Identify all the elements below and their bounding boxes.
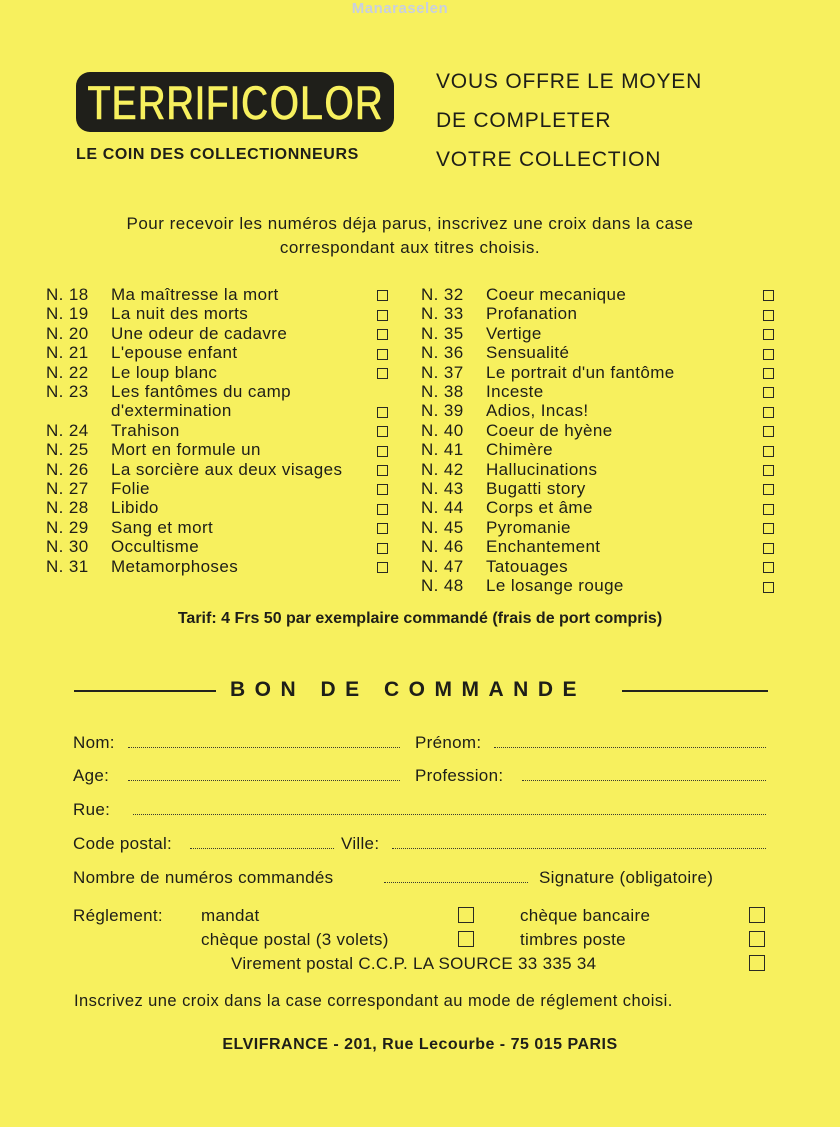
issue-number: N. 42: [421, 459, 464, 479]
code-postal-label: Code postal:: [73, 834, 173, 853]
tarif-text: Tarif: 4 Frs 50 par exemplaire commandé (frais de port compris): [177, 610, 663, 627]
issue-checkbox[interactable]: [763, 523, 774, 534]
logo-text: TERRIFICOLOR: [87, 75, 383, 131]
issue-checkbox[interactable]: [763, 582, 774, 593]
issue-number: N. 32: [421, 285, 464, 304]
issue-number: N. 46: [421, 537, 464, 557]
issue-checkbox[interactable]: [763, 484, 774, 495]
timbres-label: timbres poste: [520, 930, 626, 949]
issue-title: Coeur mecanique: [486, 285, 627, 304]
offer-line-3: VOTRE COLLECTION: [436, 148, 662, 171]
age-field[interactable]: [128, 780, 400, 781]
issue-title: Pyromanie: [486, 517, 571, 537]
issue-row: [46, 557, 396, 576]
issue-list-left: [46, 285, 396, 576]
issue-checkbox[interactable]: [763, 310, 774, 321]
issue-checkbox[interactable]: [377, 465, 388, 476]
issue-checkbox[interactable]: [763, 387, 774, 398]
issue-checkbox[interactable]: [763, 368, 774, 379]
issue-number: N. 22: [46, 362, 89, 382]
issue-number: N. 43: [421, 479, 464, 499]
issue-checkbox[interactable]: [377, 523, 388, 534]
issue-checkbox[interactable]: [763, 446, 774, 457]
issue-number: N. 25: [46, 440, 89, 460]
issue-checkbox[interactable]: [763, 407, 774, 418]
issue-checkbox[interactable]: [763, 349, 774, 360]
intro-line-2: correspondant aux titres choisis.: [279, 238, 541, 257]
issue-row: [421, 518, 771, 537]
issue-row: [46, 537, 396, 556]
issue-title: Bugatti story: [486, 479, 586, 499]
issue-row: [421, 576, 771, 595]
issue-row: [421, 343, 771, 362]
prenom-field[interactable]: [494, 747, 766, 748]
issue-title: Le losange rouge: [486, 576, 624, 596]
issue-checkbox[interactable]: [377, 368, 388, 379]
issue-row: [46, 343, 396, 362]
issue-number: N. 33: [421, 304, 464, 324]
ville-label: Ville:: [341, 834, 380, 853]
issue-checkbox[interactable]: [377, 543, 388, 554]
offer-text: [436, 62, 702, 179]
nombre-field[interactable]: [384, 882, 528, 883]
mandat-label: mandat: [201, 906, 260, 925]
issue-title: Corps et âme: [486, 498, 593, 518]
issue-row: [421, 440, 771, 459]
signature-label: Signature (obligatoire): [539, 868, 714, 887]
issue-row: [421, 304, 771, 323]
timbres-checkbox[interactable]: [749, 931, 765, 947]
issue-title: Une odeur de cadavre: [111, 323, 288, 343]
nom-label: Nom:: [73, 733, 115, 752]
issue-title: Coeur de hyène: [486, 420, 613, 440]
issue-row: [421, 460, 771, 479]
issue-title: Sensualité: [486, 343, 570, 363]
issue-number: N. 36: [421, 343, 464, 363]
issue-number: N. 44: [421, 498, 464, 518]
issue-title: Sang et mort: [111, 517, 214, 537]
issue-row: [46, 498, 396, 517]
issue-row: [46, 460, 396, 479]
issue-row: [421, 285, 771, 304]
reglement-label: Réglement:: [73, 906, 163, 925]
issue-number: N. 35: [421, 323, 464, 343]
issue-number: N. 30: [46, 537, 89, 557]
issue-number: N. 26: [46, 459, 89, 479]
profession-label: Profession:: [415, 766, 504, 785]
issue-row: [46, 440, 396, 459]
issue-row: [421, 498, 771, 517]
issue-number: N. 41: [421, 440, 464, 460]
issue-title: Tatouages: [486, 556, 569, 576]
issue-checkbox[interactable]: [377, 484, 388, 495]
issue-row: [46, 304, 396, 323]
issue-row: [421, 401, 771, 420]
issue-title: Enchantement: [486, 537, 601, 557]
issue-title: Vertige: [486, 323, 542, 343]
cheque-bancaire-checkbox[interactable]: [749, 907, 765, 923]
profession-field[interactable]: [522, 780, 766, 781]
issue-checkbox[interactable]: [763, 426, 774, 437]
issue-number: N. 20: [46, 323, 89, 343]
issue-row: [421, 324, 771, 343]
issue-row: [46, 363, 396, 382]
ville-field[interactable]: [392, 848, 766, 849]
issue-checkbox[interactable]: [377, 310, 388, 321]
issue-number: N. 24: [46, 420, 89, 440]
publisher-address: ELVIFRANCE - 201, Rue Lecourbe - 75 015 PARIS: [222, 1036, 618, 1053]
rue-field[interactable]: [133, 814, 766, 815]
intro-line-1: Pour recevoir les numéros déja parus, inscrivez une croix dans la case: [126, 214, 694, 233]
issue-row: [421, 363, 771, 382]
issue-title: Ma maîtresse la mort: [111, 285, 279, 304]
nombre-label: Nombre de numéros commandés: [73, 868, 334, 887]
offer-line-1: VOUS OFFRE LE MOYEN: [436, 70, 703, 93]
payment-note: Inscrivez une croix dans la case correspondant au mode de réglement choisi.: [74, 992, 673, 1010]
prenom-label: Prénom:: [415, 733, 482, 752]
cheque-bancaire-label: chèque bancaire: [520, 906, 651, 925]
issue-number: N. 45: [421, 517, 464, 537]
issue-checkbox[interactable]: [377, 407, 388, 418]
issue-row: [421, 557, 771, 576]
issue-number: N. 47: [421, 556, 464, 576]
issue-title: Metamorphoses: [111, 556, 239, 576]
issue-title: L'epouse enfant: [111, 343, 238, 363]
code-postal-field[interactable]: [190, 848, 334, 849]
issue-number: N. 21: [46, 343, 89, 363]
issue-title: Trahison: [111, 420, 180, 440]
issue-row: [46, 518, 396, 537]
issue-number: N. 27: [46, 479, 89, 499]
issue-checkbox[interactable]: [377, 349, 388, 360]
issue-row: [421, 421, 771, 440]
issue-number: N. 37: [421, 362, 464, 382]
issue-number: N. 39: [421, 401, 464, 421]
issue-row: [46, 324, 396, 343]
issue-row: [421, 382, 771, 401]
cheque-postal-label: chèque postal (3 volets): [201, 930, 389, 949]
issue-checkbox[interactable]: [763, 329, 774, 340]
issue-title: Profanation: [486, 304, 578, 324]
terrificolor-logo: [74, 66, 396, 138]
nom-field[interactable]: [128, 747, 400, 748]
issue-row: [46, 421, 396, 440]
watermark: Manaraselen: [351, 0, 449, 17]
issue-title: Adios, Incas!: [486, 401, 589, 421]
issue-title: Le loup blanc: [111, 362, 218, 382]
issue-checkbox[interactable]: [377, 446, 388, 457]
age-label: Age:: [73, 766, 110, 785]
logo-subtitle: LE COIN DES COLLECTIONNEURS: [76, 146, 359, 163]
issue-checkbox[interactable]: [377, 290, 388, 301]
issue-title: Mort en formule un: [111, 440, 261, 460]
issue-number: N. 29: [46, 517, 89, 537]
issue-number: N. 23: [46, 382, 89, 402]
virement-label: Virement postal C.C.P. LA SOURCE 33 335 34: [231, 954, 597, 973]
issue-number: N. 38: [421, 382, 464, 402]
issue-checkbox[interactable]: [763, 504, 774, 515]
issue-title: La nuit des morts: [111, 304, 249, 324]
offer-line-2: DE COMPLETER: [436, 109, 612, 132]
issue-title: Libido: [111, 498, 159, 518]
issue-row: [421, 537, 771, 556]
issue-title: Occultisme: [111, 537, 200, 557]
issue-checkbox[interactable]: [763, 543, 774, 554]
mandat-checkbox[interactable]: [458, 907, 474, 923]
issue-checkbox[interactable]: [377, 504, 388, 515]
issue-title: Chimère: [486, 440, 554, 460]
issue-list-right: [421, 285, 771, 596]
issue-title: Folie: [111, 479, 150, 499]
virement-checkbox[interactable]: [749, 955, 765, 971]
issue-checkbox[interactable]: [377, 562, 388, 573]
issue-row: [421, 479, 771, 498]
issue-number: N. 31: [46, 556, 89, 576]
issue-number: N. 28: [46, 498, 89, 518]
issue-title: Inceste: [486, 382, 544, 402]
issue-number: N. 18: [46, 285, 89, 304]
issue-number: N. 40: [421, 420, 464, 440]
intro-text: [40, 212, 780, 260]
bon-rule-left: [74, 690, 216, 692]
issue-checkbox[interactable]: [763, 562, 774, 573]
issue-checkbox[interactable]: [377, 426, 388, 437]
issue-row: [46, 479, 396, 498]
issue-title: Le portrait d'un fantôme: [486, 362, 675, 382]
issue-title: Hallucinations: [486, 459, 598, 479]
bon-de-commande-title: BON DE COMMANDE: [230, 678, 586, 701]
rue-label: Rue:: [73, 800, 111, 819]
issue-title: Les fantômes du camp d'extermination: [111, 382, 291, 421]
issue-checkbox[interactable]: [763, 465, 774, 476]
issue-checkbox[interactable]: [763, 290, 774, 301]
bon-rule-right: [622, 690, 768, 692]
issue-title: La sorcière aux deux visages: [111, 459, 343, 479]
cheque-postal-checkbox[interactable]: [458, 931, 474, 947]
issue-number: N. 19: [46, 304, 89, 324]
issue-checkbox[interactable]: [377, 329, 388, 340]
issue-number: N. 48: [421, 576, 464, 596]
issue-row: [46, 285, 396, 304]
issue-row: [46, 382, 396, 421]
